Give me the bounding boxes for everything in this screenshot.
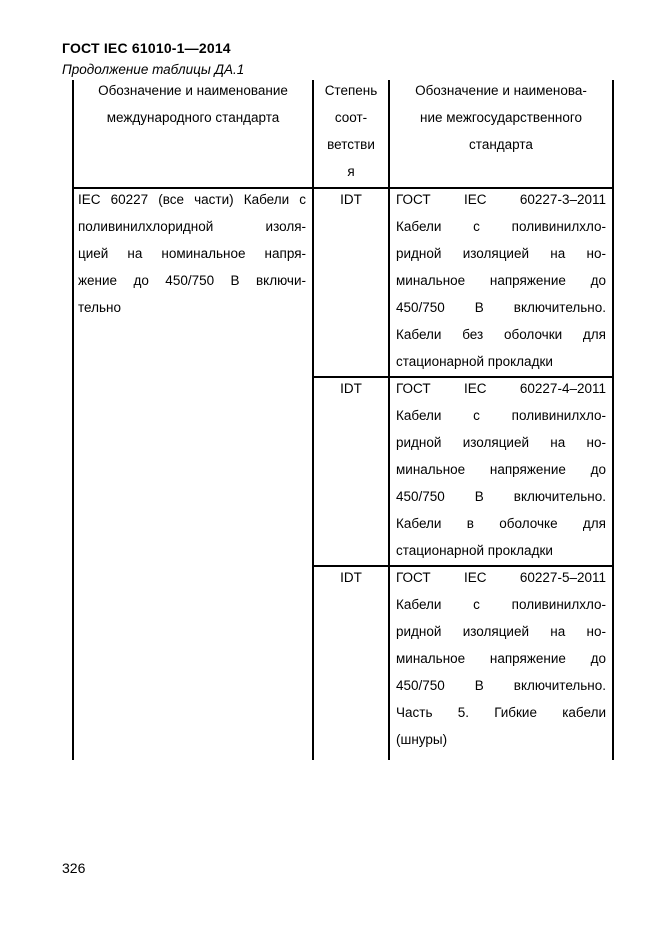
text-line: 450/750 В включительно. bbox=[396, 678, 606, 693]
degree-cell: IDT bbox=[340, 570, 362, 585]
text-line: ГОСТ IEC 60227-3–2011 bbox=[396, 192, 606, 207]
header-line: соот- bbox=[334, 110, 368, 125]
table-border-left bbox=[72, 80, 74, 760]
header-line: ветстви bbox=[327, 137, 375, 152]
text-line: тельно bbox=[78, 300, 121, 315]
text-line: ридной изоляцией на но- bbox=[396, 435, 606, 450]
text-line: Кабели в оболочке для bbox=[396, 516, 606, 531]
text-line: ридной изоляцией на но- bbox=[396, 624, 606, 639]
text-line: Часть 5. Гибкие кабели bbox=[396, 705, 606, 720]
page-number: 326 bbox=[62, 860, 86, 876]
text-line: Кабели с поливинилхло- bbox=[396, 597, 606, 612]
standards-table bbox=[72, 80, 614, 760]
text-line: стационарной прокладки bbox=[396, 354, 553, 369]
text-line: 450/750 В включительно. bbox=[396, 489, 606, 504]
header-line: стандарта bbox=[469, 137, 533, 152]
text-line: 450/750 В включительно. bbox=[396, 300, 606, 315]
interstate-standard-cell bbox=[396, 375, 606, 564]
text-line: минальное напряжение до bbox=[396, 651, 606, 666]
text-line: Кабели с поливинилхло- bbox=[396, 219, 606, 234]
header-line: я bbox=[347, 164, 355, 179]
header-line: ние межгосударственного bbox=[419, 110, 583, 125]
header-line: Степень bbox=[324, 83, 378, 98]
text-line: жение до 450/750 В включи- bbox=[78, 273, 306, 288]
text-line: Кабели с поливинилхло- bbox=[396, 408, 606, 423]
text-line: ГОСТ IEC 60227-5–2011 bbox=[396, 570, 606, 585]
text-line: (шнуры) bbox=[396, 732, 448, 747]
text-line: IEC 60227 (все части) Кабели с bbox=[78, 192, 306, 207]
interstate-standard-cell bbox=[396, 564, 606, 753]
column-divider-2 bbox=[388, 80, 390, 760]
international-standard-cell bbox=[78, 186, 306, 321]
text-line: минальное напряжение до bbox=[396, 273, 606, 288]
column-header-international bbox=[76, 77, 310, 131]
text-line: ридной изоляцией на но- bbox=[396, 246, 606, 261]
header-line: Обозначение и наименование bbox=[98, 83, 288, 98]
text-line: минальное напряжение до bbox=[396, 462, 606, 477]
table-continuation-caption: Продолжение таблицы ДА.1 bbox=[62, 62, 245, 77]
table-border-right bbox=[612, 80, 614, 760]
column-header-degree bbox=[314, 77, 388, 185]
text-line: поливинилхлоридной изоля- bbox=[78, 219, 306, 234]
degree-cell: IDT bbox=[340, 192, 362, 207]
interstate-standard-cell bbox=[396, 186, 606, 375]
text-line: стационарной прокладки bbox=[396, 543, 553, 558]
text-line: Кабели без оболочки для bbox=[396, 327, 606, 342]
header-line: Обозначение и наименова- bbox=[415, 83, 587, 98]
document-code: ГОСТ IEC 61010-1—2014 bbox=[62, 40, 231, 56]
header-line: международного стандарта bbox=[106, 110, 280, 125]
degree-cell: IDT bbox=[340, 381, 362, 396]
text-line: цией на номинальное напря- bbox=[78, 246, 306, 261]
column-header-interstate bbox=[390, 77, 612, 158]
text-line: ГОСТ IEC 60227-4–2011 bbox=[396, 381, 606, 396]
